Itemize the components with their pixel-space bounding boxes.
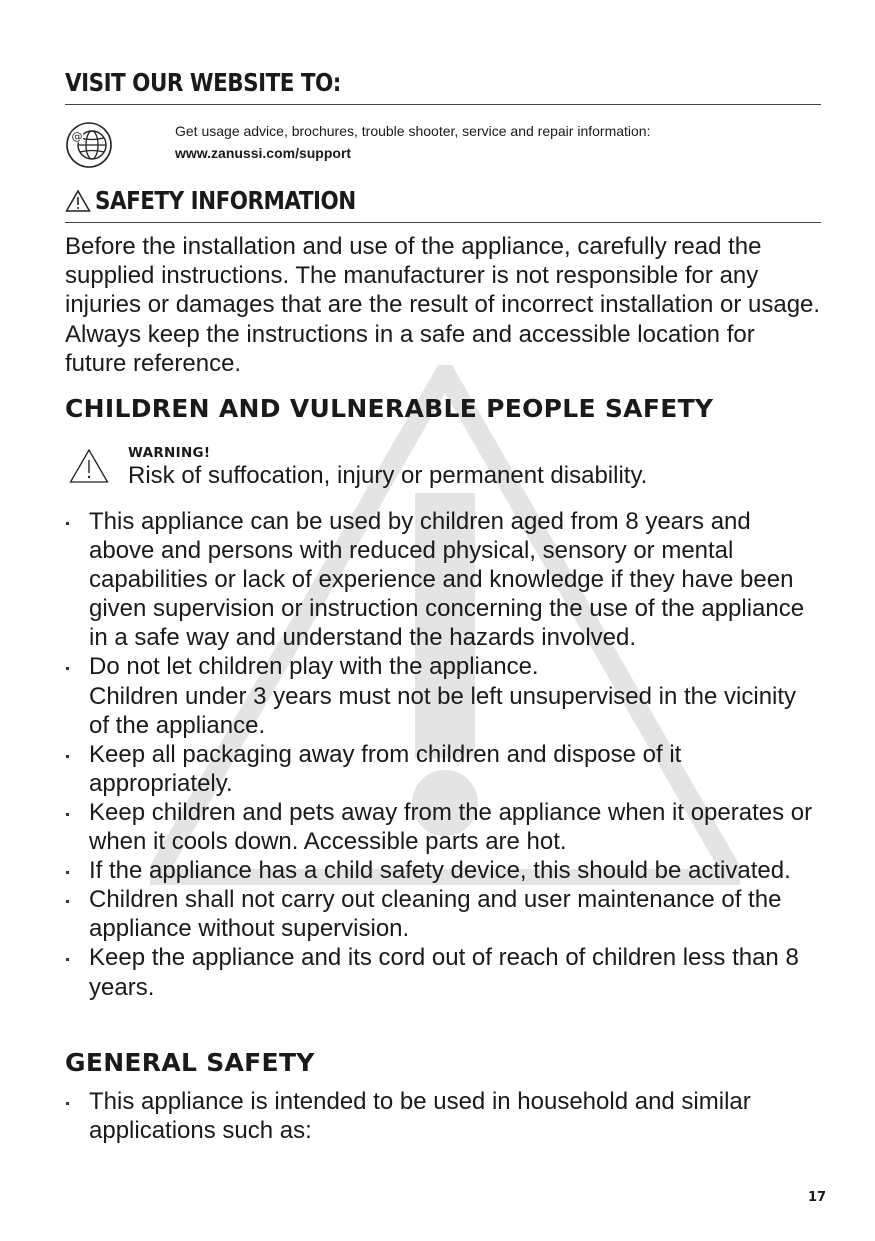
safety-heading: SAFETY INFORMATION: [95, 186, 356, 215]
page-number: 17: [808, 1190, 827, 1205]
list-item: Keep children and pets away from the appliance when it operates or when it cools down. Accessible parts are hot.: [65, 798, 821, 856]
children-safety-heading: CHILDREN AND VULNERABLE PEOPLE SAFETY: [65, 394, 714, 423]
list-item: Keep all packaging away from children and dispose of it appropriately.: [65, 740, 821, 798]
list-item: [65, 652, 821, 739]
website-description: Get usage advice, brochures, trouble shooter, service and repair information:: [175, 123, 651, 139]
warning-text: Risk of suffocation, injury or permanent disability.: [128, 462, 648, 489]
list-item: Children shall not carry out cleaning and user maintenance of the appliance without supervision.: [65, 885, 821, 943]
safety-heading-row: [65, 186, 398, 215]
children-safety-list: [65, 507, 821, 1002]
warning-triangle-icon: [69, 448, 109, 484]
safety-divider: [65, 222, 821, 223]
warning-triangle-icon: [65, 189, 91, 213]
svg-text:@: @: [71, 130, 83, 143]
list-item-line: Do not let children play with the appliance.: [89, 653, 539, 681]
safety-intro: Before the installation and use of the appliance, carefully read the supplied instructions. The manufacturer is not responsible for any injuries or damages that are the result of incorrect installation or usage. Always keep the instructions in a safe and accessible location for future reference.: [65, 233, 821, 377]
general-safety-list: [65, 1087, 821, 1145]
website-url-link[interactable]: www.zanussi.com/support: [175, 145, 352, 161]
website-divider: [65, 104, 821, 105]
website-heading: VISIT OUR WEBSITE TO:: [65, 68, 341, 97]
list-item: Keep the appliance and its cord out of reach of children less than 8 years.: [65, 943, 821, 1001]
globe-at-icon: [65, 121, 113, 169]
list-item: This appliance can be used by children aged from 8 years and above and persons with reduced physical, sensory or mental capabilities or lack of experience and knowledge if they have been given supervision or instruction concerning the use of the appliance in a safe way and understand the hazards involved.: [65, 507, 821, 652]
general-safety-heading: GENERAL SAFETY: [65, 1048, 315, 1077]
list-item: This appliance is intended to be used in household and similar applications such as:: [65, 1087, 821, 1145]
list-item-line: Children under 3 years must not be left unsupervised in the vicinity of the appliance.: [89, 682, 797, 739]
website-info: [175, 120, 650, 164]
list-item: If the appliance has a child safety device, this should be activated.: [65, 856, 821, 885]
warning-label: WARNING!: [128, 445, 211, 461]
